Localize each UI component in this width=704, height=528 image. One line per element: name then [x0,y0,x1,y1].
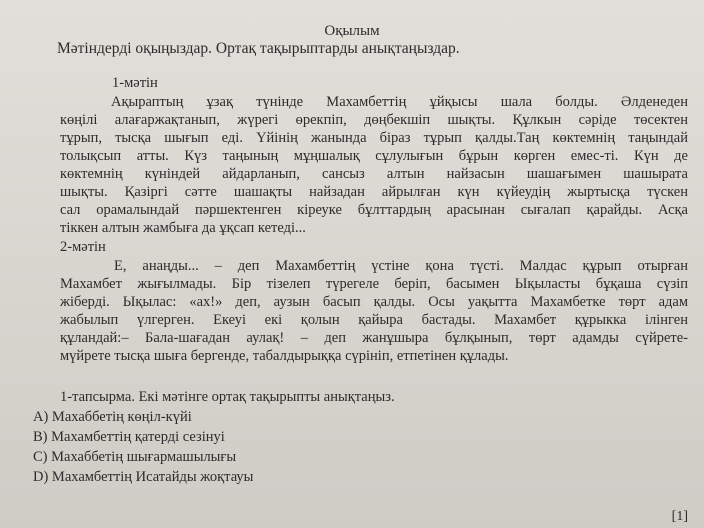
text2-line: құландай:– Бала-шағадан аулақ! – деп жанұшыра бұлқынып, төрт адамды сүйрете- [60,330,688,346]
text2-line: Е, анаңды... – деп Махамбеттің үстіне қона түсті. Малдас құрып отырған [114,258,688,274]
answer-option-d: D) Махамбеттің Исатайды жоқтауы [33,469,254,485]
text2-line: мүйрете тысқа шыға бергенде, табалдырыққа сүрініп, етпетінен құлады. [60,348,509,364]
text1-line: тұрып, тысқа шығып еді. Үйінің жанында біраз тұрып қалды.Таң көктемнің таңындай [60,130,688,146]
text1-line: сал орамалындай пәршектенген кіреуке бұлттардың арасынан сығалап қарайды. Асқа [60,202,688,218]
text1-line: Ақыраптың ұзақ түнінде Махамбеттің ұйқысы шала болды. Әлденеден [111,94,688,110]
answer-option-c: C) Махаббетің шығармашылығы [33,449,237,465]
page-title: Оқылым [324,23,380,39]
text1-line: көңілі алағаржақтанып, жүрегі өрекпіп, дөңбекшіп шықты. Құлкын сәріде төсектен [60,112,688,128]
answer-option-b: B) Махамбеттің қатерді сезінуі [33,429,225,445]
text1-line: шықты. Қазіргі сәтте шашақты найзадан айрылған күн күйеудің жыртысқа түскен [60,184,688,200]
text2-heading: 2-мәтін [60,239,106,255]
task-instruction: Мәтіндерді оқыңыздар. Ортақ тақырыптарды анықтаңыздар. [57,40,460,57]
score-mark: [1] [671,509,688,524]
question-prompt: 1-тапсырма. Екі мәтінге ортақ тақырыпты анықтаңыз. [60,389,395,405]
text2-line: Махамбет жығылмады. Бір тізелеп түрегеле беріп, басымен Ықыласты бұқаша сүзіп [60,276,688,292]
text1-line: көктемнің күніндей айдарланып, сансыз алтын найзасын шашағымен шашырата [60,166,688,182]
text1-line: толықсып атты. Күз таңының мұңшалық сұлулығын бұрын көрген емес-ті. Күн де [60,148,688,164]
text1-heading: 1-мәтін [112,75,158,91]
text2-line: жабылып үлгерген. Екеуі екі қолын қайыра бастады. Махамбет құрыкка ілінген [60,312,688,328]
text1-line: тіккен алтын жамбыға да ұқсап кетеді... [60,220,306,236]
text2-line: жіберді. Ықылас: «ах!» деп, аузын басып қалды. Осы уақытта Махамбетке төрт адам [60,294,688,310]
answer-option-a: A) Махаббетің көңіл-күйі [33,409,192,425]
